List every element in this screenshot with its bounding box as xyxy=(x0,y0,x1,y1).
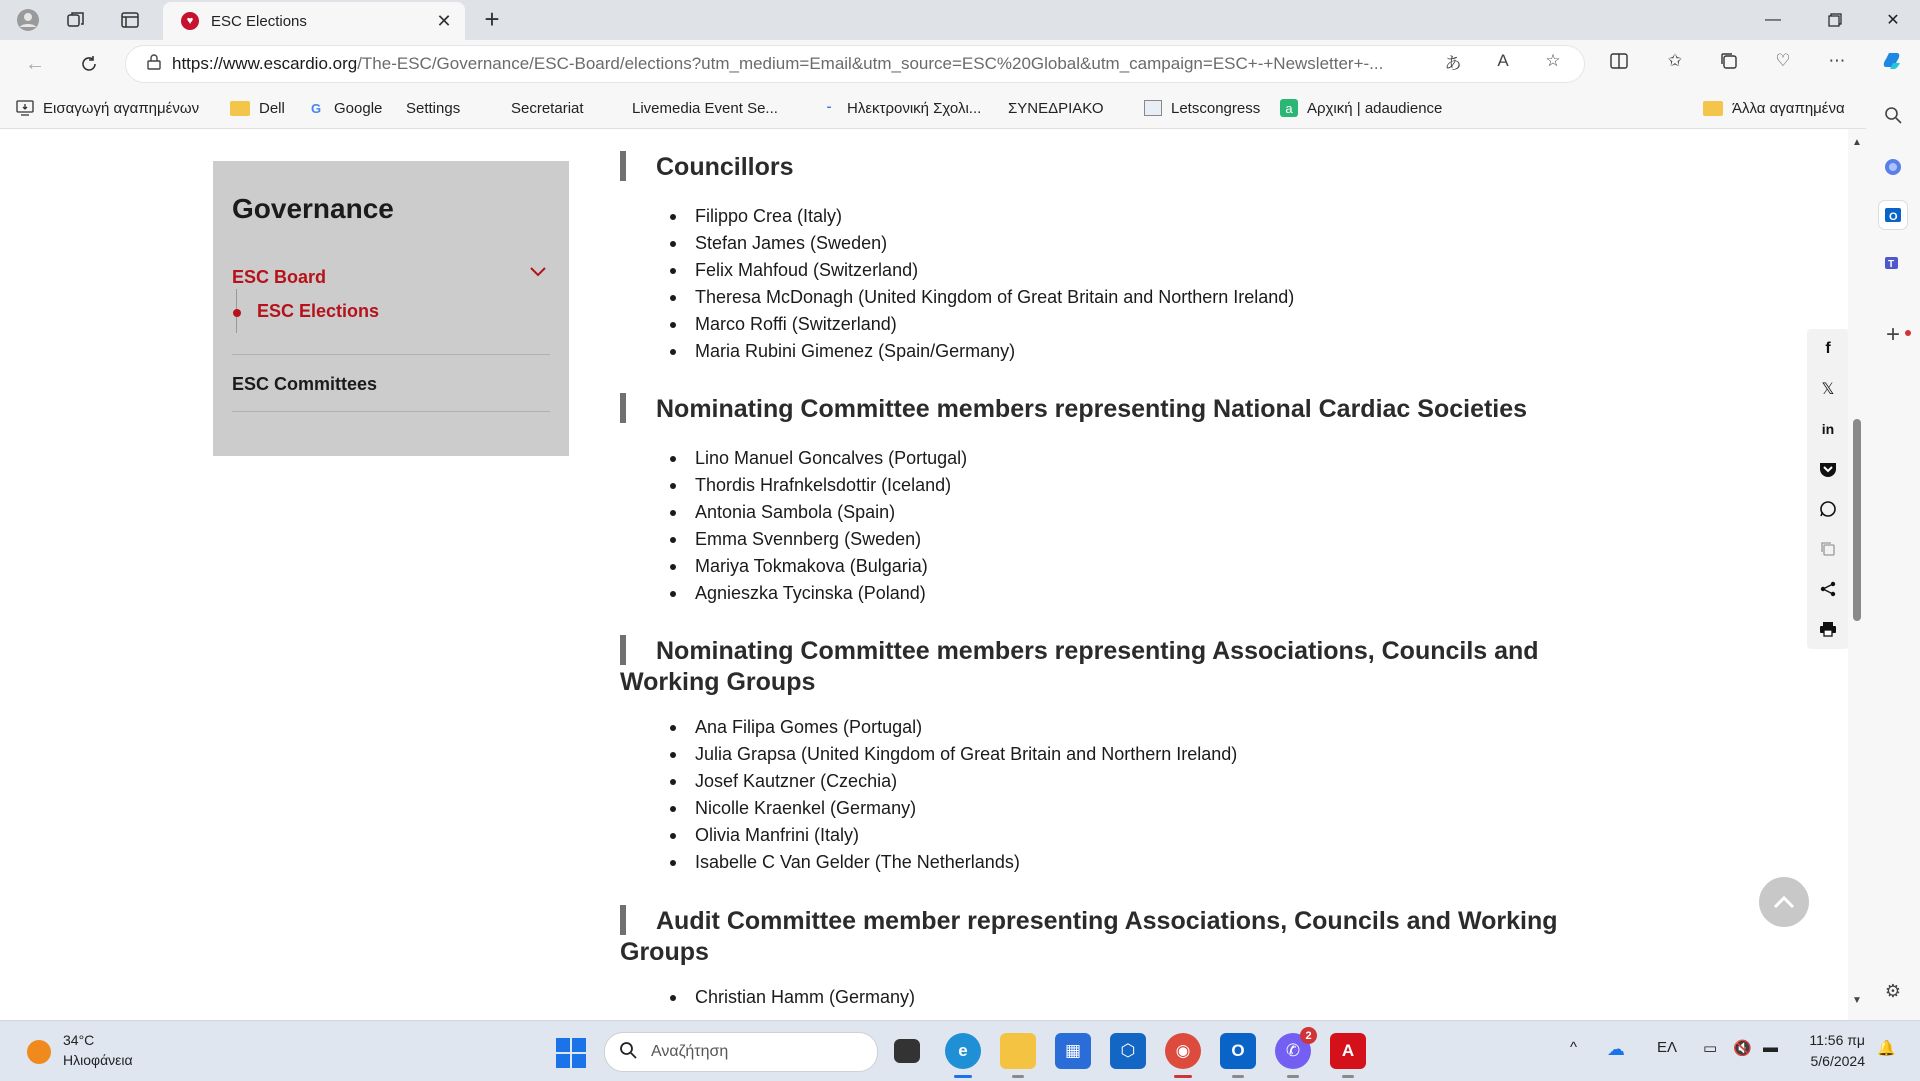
minimize-button[interactable]: — xyxy=(1765,11,1781,28)
list-item: Felix Mahfoud (Switzerland) xyxy=(620,257,1570,284)
divider xyxy=(232,411,550,412)
title-bar xyxy=(0,0,1920,40)
more-options-icon[interactable]: ⋯ xyxy=(1828,51,1846,70)
list-item: Emma Svennberg (Sweden) xyxy=(620,526,1570,553)
bookmark-synedriako[interactable]: ΣΥΝΕΔΡΙΑΚΟ xyxy=(1008,88,1104,128)
bookmarks-bar xyxy=(0,88,1920,129)
scrollbar-thumb[interactable] xyxy=(1853,419,1861,621)
viber-icon[interactable]: ✆ 2 xyxy=(1275,1033,1311,1069)
favorites-icon[interactable]: ✩ xyxy=(1667,51,1683,70)
section-nominating-national xyxy=(620,393,1570,607)
bookmark-dell[interactable]: Dell xyxy=(230,88,285,128)
whatsapp-icon[interactable] xyxy=(1807,489,1849,529)
close-tab-icon[interactable]: ✕ xyxy=(436,10,452,31)
web-page xyxy=(0,129,1866,1020)
outlook-icon[interactable] xyxy=(1879,201,1907,229)
tab-esc-elections[interactable] xyxy=(163,2,465,40)
list-item: Antonia Sambola (Spain) xyxy=(620,499,1570,526)
refresh-button[interactable] xyxy=(72,48,106,80)
copilot-sidebar-icon[interactable] xyxy=(1879,153,1907,181)
esc-heart-icon: ♥ xyxy=(181,12,199,30)
list-item: Mariya Tokmakova (Bulgaria) xyxy=(620,553,1570,580)
governance-sidebar xyxy=(213,161,569,456)
section-councillors xyxy=(620,151,1570,365)
image-icon xyxy=(1144,100,1162,116)
section-heading: Councillors xyxy=(620,151,1570,183)
windows-start-icon[interactable] xyxy=(556,1038,586,1068)
scroll-down-arrow-icon[interactable]: ▼ xyxy=(1852,995,1862,1006)
favorite-star-icon[interactable]: ☆ xyxy=(1545,51,1561,70)
settings-gear-icon[interactable]: ⚙ xyxy=(1884,980,1902,1001)
list-item: Filippo Crea (Italy) xyxy=(620,203,1570,230)
windows-taskbar xyxy=(0,1020,1920,1081)
collections-icon[interactable] xyxy=(1714,46,1744,76)
list-item: Stefan James (Sweden) xyxy=(620,230,1570,257)
azure-vpn-icon[interactable]: ⬡ xyxy=(1110,1033,1146,1069)
section-nominating-associations xyxy=(620,635,1570,876)
google-icon: G xyxy=(310,100,322,116)
list-item: Christian Hamm (Germany) xyxy=(620,984,1570,1011)
list-item: Maria Rubini Gimenez (Spain/Germany) xyxy=(620,338,1570,365)
clock-date[interactable]: 5/6/2024 xyxy=(1810,1053,1865,1069)
copy-icon[interactable] xyxy=(1807,529,1849,569)
bookmark-secretariat[interactable]: Secretariat xyxy=(511,88,584,128)
list-item: Isabelle C Van Gelder (The Netherlands) xyxy=(620,849,1570,876)
sidebar-title: Governance xyxy=(232,193,394,224)
folder-icon xyxy=(1703,101,1723,116)
list-item: Josef Kautzner (Czechia) xyxy=(620,768,1570,795)
bookmark-other-favorites[interactable]: Άλλα αγαπημένα xyxy=(1703,88,1845,128)
list-item: Theresa McDonagh (United Kingdom of Great Britain and Northern Ireland) xyxy=(620,284,1570,311)
folder-icon xyxy=(230,101,250,116)
network-icon[interactable]: ▭ xyxy=(1703,1040,1718,1057)
list-item: Agnieszka Tycinska (Poland) xyxy=(620,580,1570,607)
lock-icon[interactable] xyxy=(136,54,172,74)
bookmark-livemedia[interactable]: Livemedia Event Se... xyxy=(632,88,778,128)
bookmark-import[interactable]: Εισαγωγή αγαπημένων xyxy=(16,88,199,128)
close-window-button[interactable]: ✕ xyxy=(1886,12,1900,29)
sidebar-item-esc-board[interactable]: ESC Board xyxy=(232,267,327,287)
share-icon[interactable] xyxy=(1807,569,1849,609)
volume-muted-icon[interactable]: 🔇 xyxy=(1733,1040,1752,1057)
scroll-up-arrow-icon[interactable]: ▲ xyxy=(1852,137,1862,148)
svg-text:O: O xyxy=(1889,211,1898,223)
restore-button[interactable] xyxy=(1808,0,1862,40)
bookmark-electronic-school[interactable]: ⁃ Ηλεκτρονική Σχολι... xyxy=(820,88,981,128)
back-button[interactable]: ← xyxy=(25,52,45,75)
search-placeholder: Αναζήτηση xyxy=(651,1043,729,1060)
print-icon[interactable] xyxy=(1807,609,1849,649)
task-view-icon[interactable] xyxy=(894,1039,920,1063)
section-heading: Nominating Committee members representing National Cardiac Societies xyxy=(620,393,1570,425)
member-list xyxy=(620,984,1570,1011)
viber-badge: 2 xyxy=(1300,1027,1317,1044)
outlook-taskbar-icon[interactable]: O xyxy=(1220,1033,1256,1069)
svg-text:T: T xyxy=(1888,259,1895,270)
taskbar-search[interactable] xyxy=(604,1032,878,1072)
list-item: Thordis Hrafnkelsdottir (Iceland) xyxy=(620,472,1570,499)
workspaces-icon[interactable] xyxy=(62,6,90,34)
file-explorer-icon[interactable] xyxy=(1000,1033,1036,1069)
share-toolbar xyxy=(1807,329,1849,649)
url-text[interactable]: https://www.escardio.org/The-ESC/Governance/ESC-Board/elections?utm_medium=Email&utm_source=ESC%20Global&utm_campaign=ESC+-+Newsletter+-... xyxy=(172,54,1384,73)
import-icon xyxy=(16,99,34,117)
weather-temperature[interactable]: 34°C xyxy=(63,1032,95,1048)
navigation-bar xyxy=(0,40,1920,88)
heading-bar xyxy=(620,635,626,665)
tab-title: ESC Elections xyxy=(211,12,307,30)
list-item: Ana Filipa Gomes (Portugal) xyxy=(620,714,1570,741)
list-item: Nicolle Kraenkel (Germany) xyxy=(620,795,1570,822)
member-list xyxy=(620,714,1570,876)
bookmark-adaudience[interactable]: a Αρχική | adaudience xyxy=(1280,88,1442,128)
dash-icon: ⁃ xyxy=(825,100,833,115)
edge-sidebar xyxy=(1866,88,1920,1020)
list-item: Marco Roffi (Switzerland) xyxy=(620,311,1570,338)
copilot-icon[interactable] xyxy=(1878,46,1908,76)
active-bullet-icon xyxy=(233,309,241,317)
edge-browser-icon[interactable]: e xyxy=(945,1033,981,1069)
read-aloud-icon[interactable]: A xyxy=(1497,51,1509,70)
split-screen-icon[interactable] xyxy=(1604,46,1634,76)
onedrive-icon[interactable]: ☁ xyxy=(1607,1039,1625,1059)
battery-icon[interactable]: ▬ xyxy=(1763,1039,1778,1056)
address-bar[interactable] xyxy=(126,46,1584,82)
microsoft-store-icon[interactable]: ▦ xyxy=(1055,1033,1091,1069)
weather-description[interactable]: Ηλιοφάνεια xyxy=(63,1052,133,1068)
chevron-down-icon[interactable] xyxy=(529,261,547,284)
browser-essentials-icon[interactable]: ♡ xyxy=(1775,51,1791,70)
scroll-to-top-button[interactable] xyxy=(1759,877,1809,927)
chrome-icon[interactable]: ◉ xyxy=(1165,1033,1201,1069)
heading-bar xyxy=(620,393,626,423)
search-icon[interactable] xyxy=(1879,101,1907,129)
list-item: Lino Manuel Goncalves (Portugal) xyxy=(620,445,1570,472)
pocket-icon[interactable] xyxy=(1807,449,1849,489)
list-item: Olivia Manfrini (Italy) xyxy=(620,822,1570,849)
x-twitter-icon[interactable]: 𝕏 xyxy=(1821,381,1835,398)
member-list xyxy=(620,445,1570,607)
show-hidden-icons-icon[interactable]: ^ xyxy=(1570,1039,1578,1056)
sidebar-item-esc-committees[interactable]: ESC Committees xyxy=(232,374,378,394)
sun-weather-icon[interactable] xyxy=(27,1040,51,1064)
facebook-icon[interactable]: f xyxy=(1825,340,1831,357)
clock-time[interactable]: 11:56 πμ xyxy=(1809,1032,1865,1048)
profile-icon[interactable] xyxy=(14,6,42,34)
new-tab-button[interactable]: + xyxy=(484,4,500,34)
member-list xyxy=(620,203,1570,365)
section-audit-committee xyxy=(620,905,1570,1011)
linkedin-icon[interactable]: in xyxy=(1821,421,1835,437)
page-scrollbar[interactable] xyxy=(1848,129,1866,1020)
notifications-bell-icon[interactable]: 🔔 xyxy=(1877,1040,1896,1057)
heading-bar xyxy=(620,905,626,935)
language-indicator[interactable]: ΕΛ xyxy=(1657,1039,1678,1056)
translate-icon[interactable]: あ xyxy=(1444,53,1462,73)
bookmark-google[interactable]: G Google xyxy=(307,88,382,128)
search-icon xyxy=(619,1041,637,1064)
section-heading: Audit Committee member representing Associations, Councils and Working Groups xyxy=(620,907,1558,966)
list-item: Julia Grapsa (United Kingdom of Great Britain and Northern Ireland) xyxy=(620,741,1570,768)
section-heading: Nominating Committee members representing Associations, Councils and Working Groups xyxy=(620,637,1539,696)
a-icon: a xyxy=(1280,99,1298,117)
heading-bar xyxy=(620,151,626,181)
divider xyxy=(232,354,550,355)
sidebar-item-esc-elections[interactable]: ESC Elections xyxy=(257,301,380,321)
acrobat-icon[interactable]: A xyxy=(1330,1033,1366,1069)
notification-dot xyxy=(1905,330,1911,336)
teams-icon[interactable] xyxy=(1879,249,1907,277)
add-sidebar-app-icon[interactable]: + xyxy=(1885,321,1900,348)
tab-actions-icon[interactable] xyxy=(116,6,144,34)
bookmark-letscongress[interactable]: Letscongress xyxy=(1144,88,1260,128)
bookmark-settings[interactable]: Settings xyxy=(406,88,460,128)
